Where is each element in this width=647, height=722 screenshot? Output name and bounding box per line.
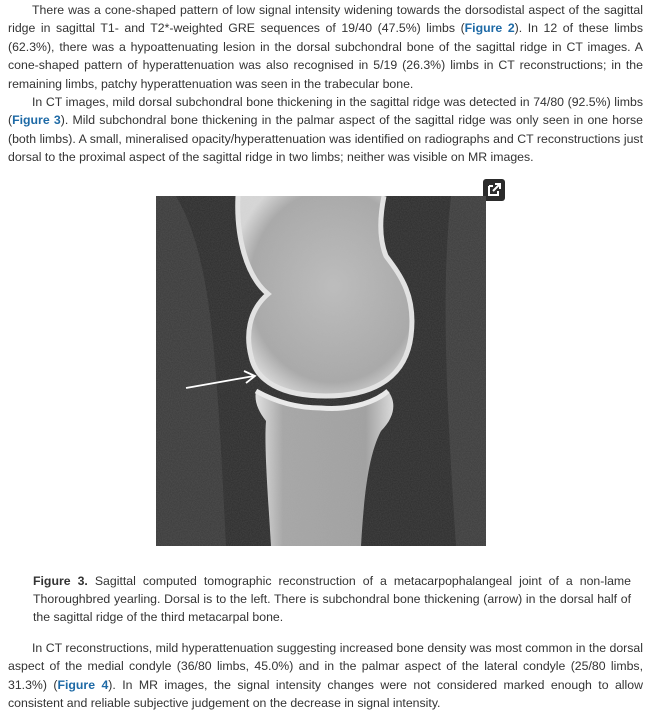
paragraph-3: In CT reconstructions, mild hyperattenuation suggesting increased bone density was most common in the dorsal aspect of the medial condyle (36/80 limbs, 45.0%) and in the palmar aspect of the lateral condyle (25/80 limbs, 31.3%) (Figure 4). In MR images, the signal intensity changes were not considered marked enough to allow consistent and reliable subjective judgement on the decrease in signal intensity. [8,641,643,711]
expand-figure-button[interactable] [483,179,505,201]
figure-caption-text: Sagittal computed tomographic reconstruction of a metacarpophalangeal joint of a non-lame Thoroughbred yearling. Dorsal is to the left. There is subchondral bone thickening (arrow) in the dorsal half of the sagittal ridge of the third metacarpal bone. [33,574,631,625]
paragraph-2: In CT images, mild dorsal subchondral bone thickening in the sagittal ridge was detected in 74/80 (92.5%) limbs (Figure 3). Mild subchondral bone thickening in the palmar aspect of the sagittal ridge was only seen in one horse (both limbs). A small, mineralised opacity/hyperattenuation was identified on radiographs and CT reconstructions just dorsal to the proximal aspect of the sagittal ridge in two limbs; neither was visible on MR images. [8,95,643,165]
figure-3-link[interactable]: Figure 3 [12,113,61,128]
ct-image-figure [156,196,486,546]
paragraph-1: There was a cone-shaped pattern of low signal intensity widening towards the dorsodistal aspect of the sagittal ridge in sagittal T1- and T2*-weighted GRE sequences of 19/40 (47.5%) limbs (Figure 2). In 12 of these limbs (62.3%), there was a hypoattenuating lesion in the dorsal subchondral bone of the sagittal ridge in CT images. A cone-shaped pattern of hyperattenuation was also recognised in 5/19 (26.3%) limbs in CT reconstructions; in the remaining limbs, patchy hyperattenuation was seen in the trabecular bone. [8,3,643,91]
external-link-icon [483,179,505,201]
figure-4-link[interactable]: Figure 4 [57,677,109,692]
ct-scan-image [156,196,486,546]
figure-caption-label: Figure 3. [33,574,88,588]
figure-2-link[interactable]: Figure 2 [464,21,515,36]
figure-caption [33,572,631,627]
